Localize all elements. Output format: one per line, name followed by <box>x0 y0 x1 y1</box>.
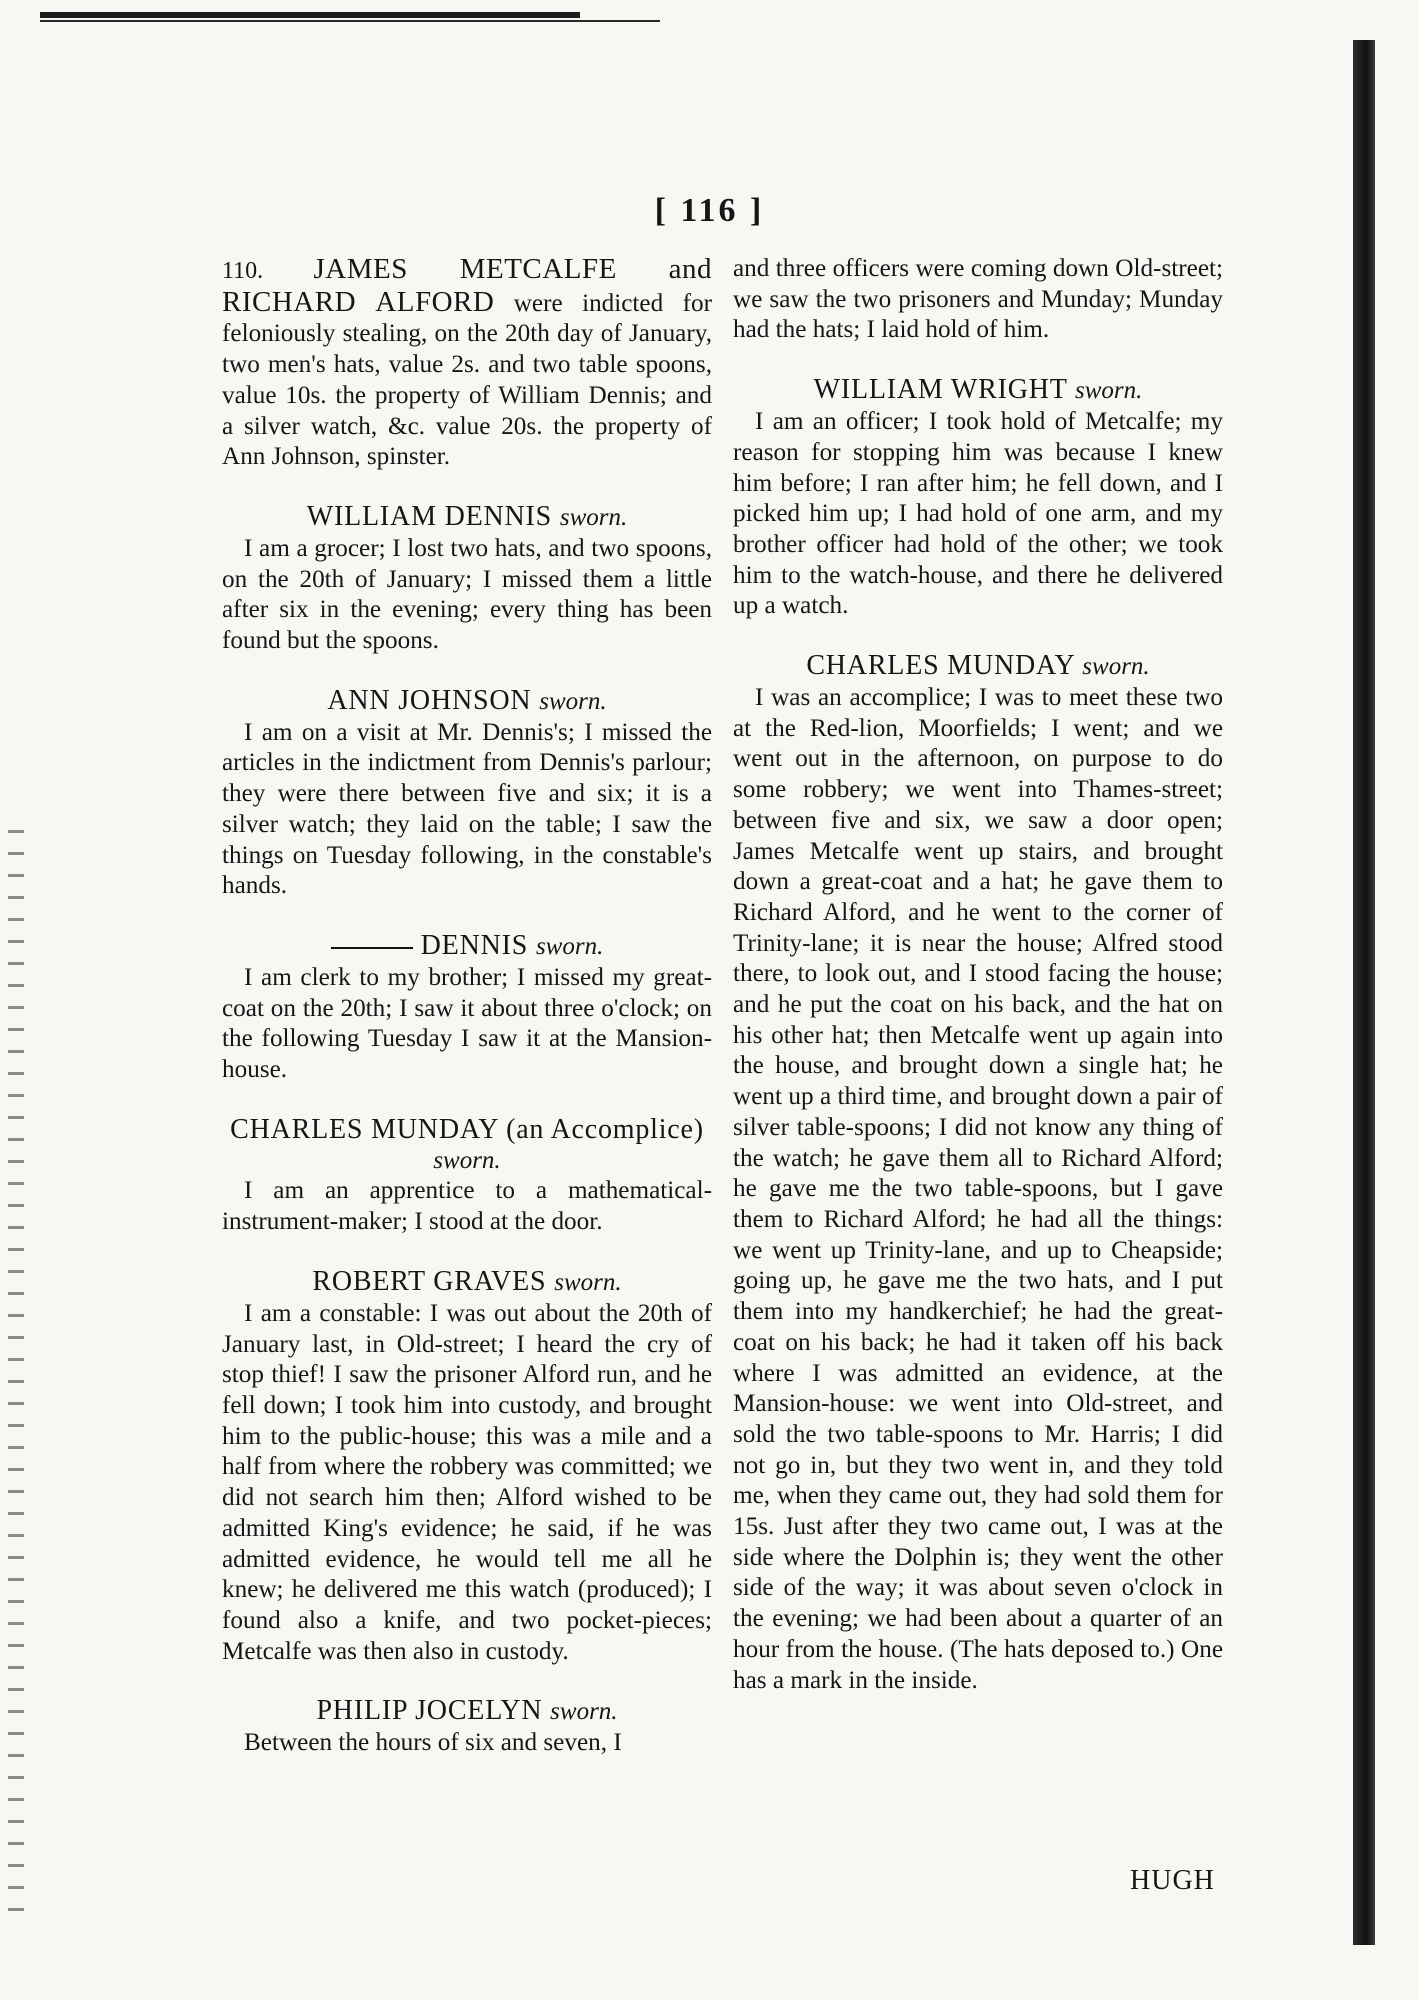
witness-name: DENNIS <box>420 929 529 961</box>
witness-name: WILLIAM WRIGHT <box>813 374 1068 406</box>
witness-heading <box>733 650 1223 683</box>
defendant-names: JAMES METCALFE and RICHARD ALFORD <box>222 253 712 318</box>
testimony-text: I am an apprentice to a mathematical-instrument-maker; I stood at the door. <box>222 1177 712 1236</box>
testimony-william-dennis <box>222 501 712 657</box>
testimony-robert-graves <box>222 1266 712 1667</box>
top-border-rule-thin <box>40 20 660 22</box>
page-number: [ 116 ] <box>654 192 765 229</box>
testimony-ann-johnson <box>222 685 712 902</box>
sworn-label: sworn. <box>433 1146 501 1174</box>
testimony-text: and three officers were coming down Old-street; we saw the two prisoners and Munday; Munday had the hats; I laid hold of him. <box>733 255 1223 344</box>
sworn-label: sworn. <box>1074 377 1143 405</box>
case-number: 110. <box>222 258 264 284</box>
testimony-william-wright <box>733 374 1223 622</box>
page-binding-edge <box>1353 40 1375 1945</box>
sworn-label: sworn. <box>1082 653 1150 681</box>
testimony-text: I am on a visit at Mr. Dennis's; I missed the articles in the indictment from Dennis's parlour; they were there between five and six; it is a silver watch; they laid on the table; I saw the things on Tuesday following, in the constable's hands. <box>222 718 712 900</box>
testimony-text: I was an accomplice; I was to meet these two at the Red-lion, Moorfields; I went; and we went out in the afternoon, on purpose to do some robbery; we went into Thames-street; between five and six, we saw a door open; James Metcalfe went up stairs, and brought down a great-coat and a hat; he gave them to Richard Alford, and he went to the corner of Trinity-lane; it is near the house; Alfred stood there, to look out, and I stood facing the house; and he put the coat on his back, and the hat on his other hat; then Metcalfe went up again into the house, and brought down a single hat; he went up a third time, and brought down a pair of silver table-spoons; I did not know any thing of the watch; he gave them all to Richard Alford; he gave me the two table-spoons, but I gave them to Richard Alford; he had all the things: we went up Trinity-lane, and up to Cheapside; going up, he gave me the two hats, and I put them into my handkerchief; he had the great-coat on his back; he had it taken off his back where I was admitted an evidence, at the Mansion-house: we went into Old-street, and sold the two table-spoons to Mr. Harris; I did not go in, but they two went in, and they told me, when they came out, they had sold them for 15s. Just after they two came out, I was at the side where the Dolphin is; they went the other side of the way; it was about seven o'clock in the evening; we had been about a quarter of an hour from the house. (The hats deposed to.) One has a mark in the inside. <box>733 684 1223 1694</box>
witness-name: ANN JOHNSON <box>327 684 532 716</box>
witness-heading <box>222 1695 712 1728</box>
top-border-rule <box>40 12 580 18</box>
name-dash <box>331 947 413 949</box>
testimony-dennis-clerk <box>222 930 712 1086</box>
testimony-charles-munday-accomplice <box>222 1114 712 1238</box>
jocelyn-continuation <box>733 254 1223 346</box>
witness-name: ROBERT GRAVES <box>312 1265 547 1297</box>
sworn-label: sworn. <box>539 687 607 715</box>
witness-heading <box>222 685 712 718</box>
witness-heading <box>222 1266 712 1299</box>
testimony-text: I am a grocer; I lost two hats, and two spoons, on the 20th of January; I missed them a little after six in the evening; every thing has been found but the spoons. <box>222 534 712 655</box>
gutter-scan-marks <box>8 830 24 1930</box>
witness-heading <box>222 930 712 963</box>
testimony-text: I am an officer; I took hold of Metcalfe; my reason for stopping him was because I knew him before; I ran after him; he fell down, and I picked him up; I had hold of one arm, and my brother officer had hold of the other; we took him to the watch-house, and there he delivered up a watch. <box>733 408 1223 620</box>
testimony-text: Between the hours of six and seven, I <box>244 1729 622 1757</box>
testimony-text: I am a constable: I was out about the 20th of January last, in Old-street; I heard the cry of stop thief! I saw the prisoner Alford run, and he fell down; I took him into custody, and brought him to the public-house; this was a mile and a half from where the robbery was committed; we did not search him then; Alford wished to be admitted King's evidence; he said, if he was admitted evidence, he would tell me all he knew; he delivered me this watch (produced); I found also a knife, and two pocket-pieces; Metcalfe was then also in custody. <box>222 1299 712 1665</box>
witness-name: WILLIAM DENNIS <box>306 500 553 532</box>
right-column <box>733 254 1223 1724</box>
sworn-label: sworn. <box>559 503 628 531</box>
left-column <box>222 254 712 1787</box>
testimony-text: I am clerk to my brother; I missed my great-coat on the 20th; I saw it about three o'clock; on the following Tuesday I saw it at the Mansion-house. <box>222 963 712 1084</box>
witness-name: PHILIP JOCELYN <box>316 1695 543 1727</box>
sworn-label: sworn. <box>554 1268 622 1296</box>
sworn-label: sworn. <box>550 1698 618 1726</box>
witness-name: CHARLES MUNDAY <box>806 650 1075 682</box>
witness-heading: CHARLES MUNDAY (an Accomplice) <box>230 1113 704 1145</box>
case-indictment <box>222 254 712 473</box>
testimony-philip-jocelyn <box>222 1695 712 1759</box>
sworn-label: sworn. <box>535 932 604 960</box>
catchword: HUGH <box>1130 1865 1215 1896</box>
witness-heading <box>222 501 712 534</box>
case-paragraph <box>222 254 712 473</box>
testimony-charles-munday <box>733 650 1223 1696</box>
indictment-text: were indicted for feloniously stealing, on the 20th day of January, two men's hats, value 2s. and two table spoons, value 10s. the property of William Dennis; and a silver watch, &c. value 20s. the property of Ann Johnson, spinster. <box>222 289 712 471</box>
witness-heading <box>733 374 1223 407</box>
